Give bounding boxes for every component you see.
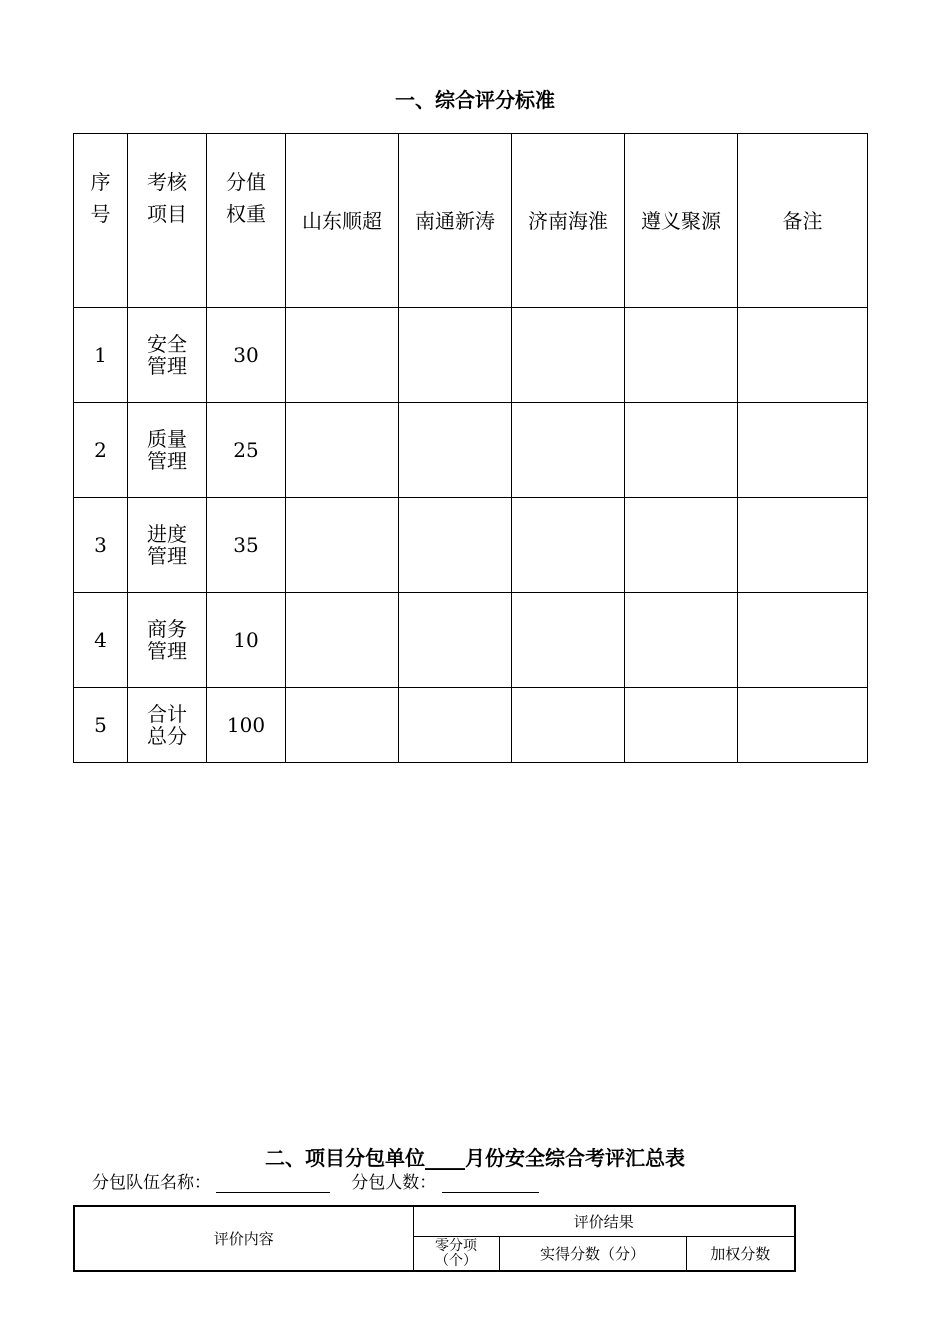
- remark-cell[interactable]: [738, 308, 868, 403]
- score-cell[interactable]: [625, 308, 738, 403]
- score-cell[interactable]: [286, 498, 399, 593]
- table-row: [74, 593, 868, 688]
- score-cell[interactable]: [512, 688, 625, 763]
- table-row: [74, 498, 868, 593]
- header-company: 山东顺超: [286, 134, 399, 308]
- team-name-blank[interactable]: [216, 1173, 330, 1193]
- score-cell[interactable]: [286, 593, 399, 688]
- row-weight: 10: [207, 593, 286, 688]
- header-remark: 备注: [738, 134, 868, 308]
- score-cell[interactable]: [399, 498, 512, 593]
- row-item: 进度 管理: [128, 498, 207, 593]
- summary-header-row: [74, 1206, 795, 1237]
- scoring-standard-table: [73, 133, 868, 763]
- row-seq: 3: [74, 498, 128, 593]
- headcount-label: 分包人数：: [351, 1173, 437, 1193]
- header-company: 遵义聚源: [625, 134, 738, 308]
- remark-cell[interactable]: [738, 688, 868, 763]
- table-row: [74, 403, 868, 498]
- header-weight: 分值 权重: [207, 134, 286, 308]
- row-seq: 2: [74, 403, 128, 498]
- section1-title: 一、综合评分标准: [395, 88, 555, 112]
- row-seq: 5: [74, 688, 128, 763]
- row-weight: 25: [207, 403, 286, 498]
- evaluation-summary-table: [73, 1205, 796, 1272]
- weighted-score-header: 加权分数: [686, 1237, 795, 1272]
- row-item: 合计 总分: [128, 688, 207, 763]
- row-item: 安全 管理: [128, 308, 207, 403]
- headcount-blank[interactable]: [442, 1173, 539, 1193]
- section2-title: 二、项目分包单位____月份安全综合考评汇总表: [265, 1146, 685, 1170]
- row-seq: 4: [74, 593, 128, 688]
- score-cell[interactable]: [399, 403, 512, 498]
- evaluation-content-header: 评价内容: [74, 1206, 413, 1271]
- score-cell[interactable]: [512, 498, 625, 593]
- score-cell[interactable]: [399, 688, 512, 763]
- score-cell[interactable]: [399, 308, 512, 403]
- score-cell[interactable]: [512, 403, 625, 498]
- row-item: 商务 管理: [128, 593, 207, 688]
- remark-cell[interactable]: [738, 403, 868, 498]
- row-seq: 1: [74, 308, 128, 403]
- score-cell[interactable]: [625, 403, 738, 498]
- score-cell[interactable]: [286, 688, 399, 763]
- evaluation-result-header: 评价结果: [413, 1206, 795, 1237]
- table-row-total: [74, 688, 868, 763]
- zero-items-header: 零分项 （个）: [413, 1237, 499, 1272]
- header-item: 考核 项目: [128, 134, 207, 308]
- table-row: [74, 308, 868, 403]
- row-weight: 100: [207, 688, 286, 763]
- remark-cell[interactable]: [738, 593, 868, 688]
- row-weight: 35: [207, 498, 286, 593]
- header-company: 南通新涛: [399, 134, 512, 308]
- score-cell[interactable]: [625, 688, 738, 763]
- score-cell[interactable]: [399, 593, 512, 688]
- row-weight: 30: [207, 308, 286, 403]
- header-seq: 序 号: [74, 134, 128, 308]
- score-cell[interactable]: [625, 593, 738, 688]
- actual-score-header: 实得分数（分）: [499, 1237, 686, 1272]
- row-item: 质量 管理: [128, 403, 207, 498]
- team-name-label: 分包队伍名称：: [92, 1173, 211, 1193]
- remark-cell[interactable]: [738, 498, 868, 593]
- header-company: 济南海淮: [512, 134, 625, 308]
- score-cell[interactable]: [512, 308, 625, 403]
- subcontract-info-line: [92, 1168, 539, 1193]
- score-cell[interactable]: [286, 403, 399, 498]
- score-cell[interactable]: [625, 498, 738, 593]
- score-cell[interactable]: [286, 308, 399, 403]
- header-row: [74, 134, 868, 308]
- score-cell[interactable]: [512, 593, 625, 688]
